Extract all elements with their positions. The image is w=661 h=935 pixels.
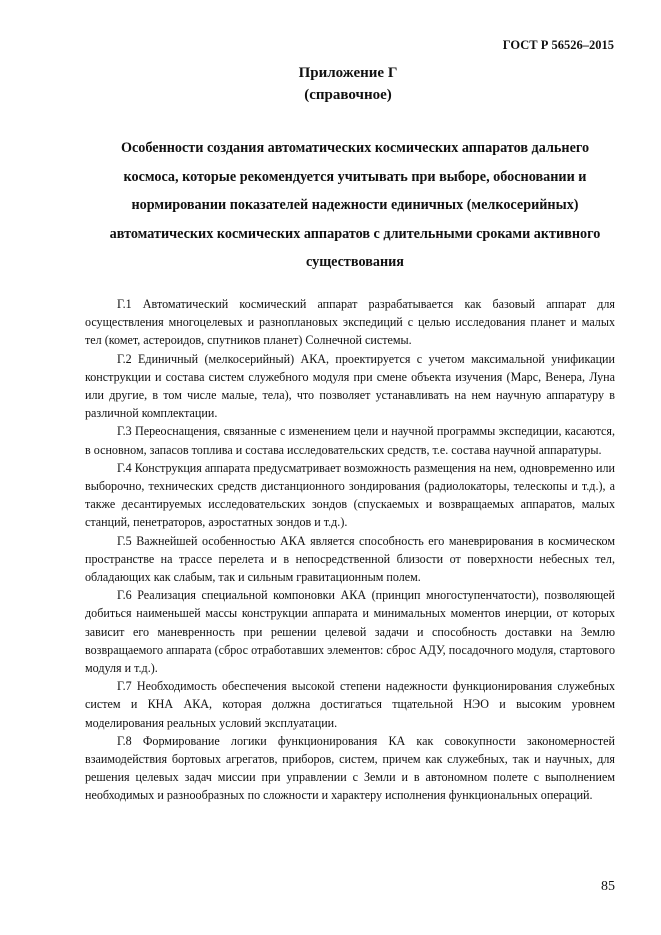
page-number: 85 xyxy=(601,879,615,894)
paragraph-g2: Г.2 Единичный (мелкосерийный) АКА, проектируется с учетом максимальной унификации конструкции и состава систем служебного модуля при смене объекта изучения (Марс, Венера, Луна или другие, в том числе малые, тела), что позволяет устанавливать на нем научную аппаратуру в различной комплектации. xyxy=(85,351,615,421)
standard-code-header: ГОСТ Р 56526–2015 xyxy=(502,38,614,52)
appendix-title-block xyxy=(0,62,661,106)
paragraph-g4: Г.4 Конструкция аппарата предусматривает возможность размещения на нем, одновременно или выборочно, технических средств дистанционного зондирования (радиолокаторы, телескопы и т.д.), а также десантируемых исследовательских зондов (спускаемых и возвращаемых аппаратов, малых станций, пенетраторов, аэростатных зондов и т.д.). xyxy=(85,460,615,530)
appendix-subtitle: (справочное) xyxy=(304,87,392,103)
paragraph-g3: Г.3 Переоснащения, связанные с изменением цели и научной программы экспедиции, касаются, в основном, запасов топлива и состава исследовательских средств, т.е. состава научной аппаратуры. xyxy=(85,424,615,457)
paragraph-g8: Г.8 Формирование логики функционирования КА как совокупности закономерностей взаимодействия бортовых агрегатов, приборов, систем, причем как служебных, так и научных, для решения целевых задач миссии при управлении с Земли и в автономном полете с выполнением необходимых и разнообразных по сложности и характеру исполнения функциональных операций. xyxy=(85,733,615,803)
paragraph-g6: Г.6 Реализация специальной компоновки АКА (принцип многоступенчатости), позволяющей добиться наименьшей массы конструкции аппарата и минимальных моментов инерции, от которых зависит его маневренность при решении целевой задачи и способность доставки на Землю возвращаемого аппарата (сброс отработавших элементов: сброс АДУ, посадочного модуля, стартового модуля и т.д.). xyxy=(85,588,615,676)
body-text xyxy=(85,295,615,805)
paragraph-g1: Г.1 Автоматический космический аппарат разрабатывается как базовый аппарат для осуществления многоцелевых и разноплановых экспедиций с целью исследования планет и малых тел (комет, астероидов, спутников планет) Солнечной системы. xyxy=(85,297,615,348)
paragraph-g5: Г.5 Важнейшей особенностью АКА является способность его маневрирования в космическом пространстве на трассе перелета и в непосредственной близости от поверхности небесных тел, обладающих как слабым, так и сильным гравитационным полем. xyxy=(85,533,615,585)
section-heading: Особенности создания автоматических космических аппаратов дальнего космоса, которые рекомендуется учитывать при выборе, обосновании и нормировании показателей надежности единичных (мелкосерийных) автоматических космических аппаратов с длительными сроками активного существования xyxy=(109,140,601,270)
paragraph-g7: Г.7 Необходимость обеспечения высокой степени надежности функционирования служебных систем и КНА АКА, которая должна достигаться тщательной НЭО и высоким уровнем моделирования реальных условий эксплуатации. xyxy=(85,679,615,730)
appendix-title: Приложение Г xyxy=(298,65,398,81)
